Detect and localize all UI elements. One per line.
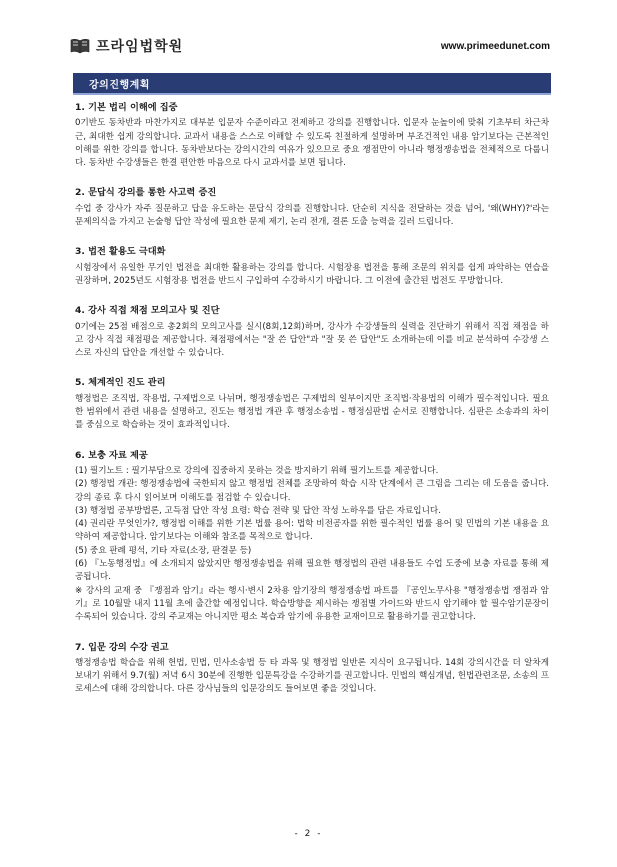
logo — [70, 36, 183, 56]
logo-text: 프라임법학원 — [96, 39, 184, 55]
list-item: (5) 중요 판례 평석, 기타 자료(소장, 판결문 등) — [75, 545, 252, 556]
section-5 — [75, 376, 549, 432]
book-logo-icon — [70, 37, 90, 55]
section-body: 시험장에서 유일한 무기인 법전을 최대한 활용하는 강의를 합니다. 시험장용 법전을 통해 조문의 위치를 쉽게 파악하는 연습을 권장하며, 2025년도 시험장용 법전을 반드시 구입하여 수강하시기 바랍니다. 그 이전에 출간된 법전도 무방합니다. — [75, 262, 549, 286]
section-body: 0기에는 25점 배점으로 총2회의 모의고사를 실시(8회,12회)하며, 강사가 수강생들의 실력을 진단하기 위해서 직접 채점을 하고 강사 직접 채점평을 제공합니다. 채점평에서는 "잘 쓴 답안"과 "잘 못 쓴 답안"도 소개하는데 이를 비교 분석하여 수강생 스스로 자신의 답안을 개선할 수 있습니다. — [75, 321, 549, 359]
section-3 — [75, 245, 549, 288]
section-body: 0기반도 동차반과 마찬가지로 대부분 입문자 수준이라고 전제하고 강의를 진행합니다. 입문자 눈높이에 맞춰 기초부터 차근차근, 최대한 쉽게 강의합니다. 교과서 내용을 스스로 이해할 수 있도록 친절하게 설명하며 부조건적인 내용 암기보다는 근본적인 이해를 위한 강의를 합니다. 동차반보다는 강의시간의 여유가 있으므로 중요 쟁점만이 아니라 행정쟁송법을 전체적으로 다룹니다. 동차반 수강생들은 한결 편안한 마음으로 다시 교과서를 보면 됩니다. — [75, 118, 549, 169]
section-1 — [75, 101, 549, 170]
section-title: 1. 기본 법리 이해에 집중 — [75, 102, 178, 113]
section-6 — [75, 449, 549, 625]
section-7 — [75, 641, 549, 697]
section-title: 6. 보충 자료 제공 — [75, 449, 148, 461]
section-banner — [73, 73, 551, 95]
section-2 — [75, 186, 549, 229]
list-item: (4) 권리란 무엇인가?, 행정법 이해를 위한 기본 법률 용어: 법학 비전공자를 위한 필수적인 법률 용어 및 민법의 기본 내용을 요약하여 제공합니다. 암기보다는 이해와 참조를 목적으로 합니다. — [75, 519, 549, 543]
document-body — [75, 101, 549, 713]
page-header — [70, 34, 550, 58]
section-4 — [75, 304, 549, 360]
list-item: (1) 필기노트 : 필기부담으로 강의에 집중하지 못하는 것을 방지하기 위해 필기노트를 제공합니다. — [75, 465, 439, 476]
banner-title: 강의진행계획 — [89, 80, 150, 91]
section-title: 3. 법전 활용도 극대화 — [75, 246, 166, 258]
list-item: (2) 행정법 개관: 행정쟁송법에 국한되지 않고 행정법 전체를 조망하여 학습 시작 단계에서 큰 그림을 그리는 데 도움을 줍니다. 강의 종료 후 다시 읽어보며 이해도를 점검할 수 있습니다. — [75, 479, 549, 503]
section-body: 행정법은 조직법, 작용법, 구제법으로 나뉘며, 행정쟁송법은 구제법의 일부이지만 조직법·작용법의 이해가 필수적입니다. 필요한 범위에서 관련 내용을 설명하고, 진도는 행정법 개관 후 행정소송법 - 행정심판법 순서로 진행합니다. 심판은 소송과의 차이를 중심으로 학습하는 것이 효과적입니다. — [75, 393, 549, 431]
section-title: 7. 입문 강의 수강 권고 — [75, 641, 169, 653]
section-body: 수업 중 강사가 자주 질문하고 답을 유도하는 문답식 강의를 진행합니다. 단순히 지식을 전달하는 것을 넘어, '왜(WHY)?'라는 문제의식을 가지고 논술형 답안 작성에 필요한 문제 제기, 논리 전개, 결론 도출 능력을 길러 드립니다. — [75, 203, 549, 228]
list-item: (6) 『노동행정법』에 소개되지 않았지만 행정쟁송법을 위해 필요한 행정법의 관련 내용들도 수업 도중에 보충 자료를 통해 제공됩니다. — [75, 559, 549, 583]
section-body: 행정쟁송법 학습을 위해 헌법, 민법, 민사소송법 등 타 과목 및 행정법 일반론 지식이 요구됩니다. 14회 강의시간을 더 알차게 보내기 위해서 9.7(월) 저녁 6시 30분에 진행한 입문특강을 수강하기를 권고합니다. 민법의 핵심개념, 헌법관련조문, 소송의 프로세스에 대해 강의합니다. 다른 강사님들의 입문강의도 들어보면 좋을 것입니다. — [75, 657, 549, 695]
section-title: 2. 문답식 강의를 통한 사고력 증진 — [75, 187, 217, 199]
section-title: 5. 체계적인 진도 관리 — [75, 377, 166, 389]
section-title: 4. 강사 직접 채점 모의고사 및 진단 — [75, 305, 220, 317]
list-item: (3) 행정법 공부방법론, 고득점 답안 작성 요령: 학습 전략 및 답안 작성 노하우를 담은 자료입니다. — [75, 505, 441, 516]
page-number: - 2 - — [294, 829, 323, 839]
textbook-note: ※ 강사의 교재 중 『쟁점과 암기』라는 행시·변시 2차용 암기장의 행정쟁송법 파트를 『공인노무사용 "행정쟁송법 쟁점과 암기』로 10월말 내지 11월 초에 출간할 예정입니다. 학습방향을 제시하는 쟁점별 가이드와 반드시 암기해야 할 필수암기문장이 수록되어 있습니다. 강의 주교재는 아니지만 평소 복습과 암기에 유용한 교재이므로 활용하기를 권고합니다. — [75, 585, 549, 623]
site-url[interactable]: www.primeedunet.com — [440, 41, 550, 52]
